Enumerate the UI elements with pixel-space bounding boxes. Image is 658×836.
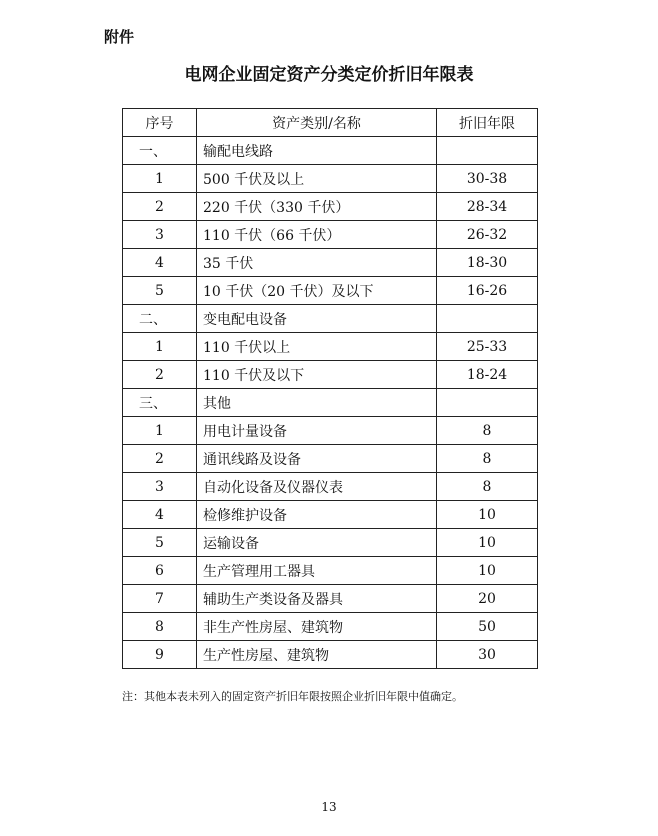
cell-depreciation-years: 10 [437, 529, 538, 557]
cell-depreciation-years: 18-24 [437, 361, 538, 389]
cell-depreciation-years: 10 [437, 557, 538, 585]
cell-serial: 4 [123, 501, 197, 529]
cell-depreciation-years: 28-34 [437, 193, 538, 221]
cell-depreciation-years [437, 305, 538, 333]
cell-asset-name: 输配电线路 [197, 137, 437, 165]
table-row [123, 361, 538, 389]
cell-asset-name: 辅助生产类设备及器具 [197, 585, 437, 613]
cell-serial: 3 [123, 221, 197, 249]
table-row [123, 557, 538, 585]
table-row [123, 529, 538, 557]
cell-depreciation-years: 26-32 [437, 221, 538, 249]
cell-serial: 8 [123, 613, 197, 641]
cell-asset-name: 生产性房屋、建筑物 [197, 641, 437, 669]
table-row [123, 165, 538, 193]
cell-asset-name: 110 千伏及以下 [197, 361, 437, 389]
footnote: 注：其他本表未列入的固定资产折旧年限按照企业折旧年限中值确定。 [122, 690, 463, 703]
cell-depreciation-years [437, 137, 538, 165]
cell-serial: 6 [123, 557, 197, 585]
cell-serial: 三、 [123, 389, 197, 417]
cell-serial: 9 [123, 641, 197, 669]
cell-asset-name: 500 千伏及以上 [197, 165, 437, 193]
cell-serial: 5 [123, 277, 197, 305]
table-row [123, 277, 538, 305]
cell-serial: 2 [123, 445, 197, 473]
cell-depreciation-years: 50 [437, 613, 538, 641]
header-asset-category: 资产类别/名称 [197, 109, 437, 137]
cell-depreciation-years [437, 389, 538, 417]
cell-depreciation-years: 30 [437, 641, 538, 669]
cell-asset-name: 其他 [197, 389, 437, 417]
section-row [123, 389, 538, 417]
cell-depreciation-years: 20 [437, 585, 538, 613]
cell-serial: 二、 [123, 305, 197, 333]
cell-asset-name: 220 千伏（330 千伏） [197, 193, 437, 221]
table-row [123, 445, 538, 473]
cell-serial: 一、 [123, 137, 197, 165]
section-row [123, 305, 538, 333]
cell-depreciation-years: 8 [437, 445, 538, 473]
cell-serial: 7 [123, 585, 197, 613]
cell-asset-name: 110 千伏（66 千伏） [197, 221, 437, 249]
cell-depreciation-years: 16-26 [437, 277, 538, 305]
cell-depreciation-years: 18-30 [437, 249, 538, 277]
table-row [123, 585, 538, 613]
cell-serial: 1 [123, 333, 197, 361]
cell-asset-name: 生产管理用工器具 [197, 557, 437, 585]
header-depreciation-years: 折旧年限 [437, 109, 538, 137]
table-row [123, 333, 538, 361]
cell-depreciation-years: 8 [437, 473, 538, 501]
table-row [123, 501, 538, 529]
table-row [123, 613, 538, 641]
header-serial: 序号 [123, 109, 197, 137]
cell-depreciation-years: 30-38 [437, 165, 538, 193]
cell-asset-name: 变电配电设备 [197, 305, 437, 333]
cell-asset-name: 110 千伏以上 [197, 333, 437, 361]
cell-asset-name: 通讯线路及设备 [197, 445, 437, 473]
cell-depreciation-years: 10 [437, 501, 538, 529]
cell-serial: 2 [123, 193, 197, 221]
cell-serial: 3 [123, 473, 197, 501]
cell-depreciation-years: 8 [437, 417, 538, 445]
cell-serial: 4 [123, 249, 197, 277]
table-row [123, 193, 538, 221]
table-header-row [123, 109, 538, 137]
table-row [123, 641, 538, 669]
table-row [123, 417, 538, 445]
page-number: 13 [321, 800, 337, 814]
section-row [123, 137, 538, 165]
page-title: 电网企业固定资产分类定价折旧年限表 [184, 65, 474, 85]
cell-depreciation-years: 25-33 [437, 333, 538, 361]
attachment-label: 附件 [104, 28, 135, 46]
cell-asset-name: 10 千伏（20 千伏）及以下 [197, 277, 437, 305]
table-body [123, 137, 538, 669]
table-row [123, 249, 538, 277]
depreciation-table [122, 108, 538, 669]
cell-serial: 5 [123, 529, 197, 557]
cell-asset-name: 检修维护设备 [197, 501, 437, 529]
cell-asset-name: 35 千伏 [197, 249, 437, 277]
cell-serial: 2 [123, 361, 197, 389]
cell-serial: 1 [123, 417, 197, 445]
cell-asset-name: 非生产性房屋、建筑物 [197, 613, 437, 641]
cell-asset-name: 用电计量设备 [197, 417, 437, 445]
cell-serial: 1 [123, 165, 197, 193]
cell-asset-name: 运输设备 [197, 529, 437, 557]
table-row [123, 473, 538, 501]
cell-asset-name: 自动化设备及仪器仪表 [197, 473, 437, 501]
table-row [123, 221, 538, 249]
